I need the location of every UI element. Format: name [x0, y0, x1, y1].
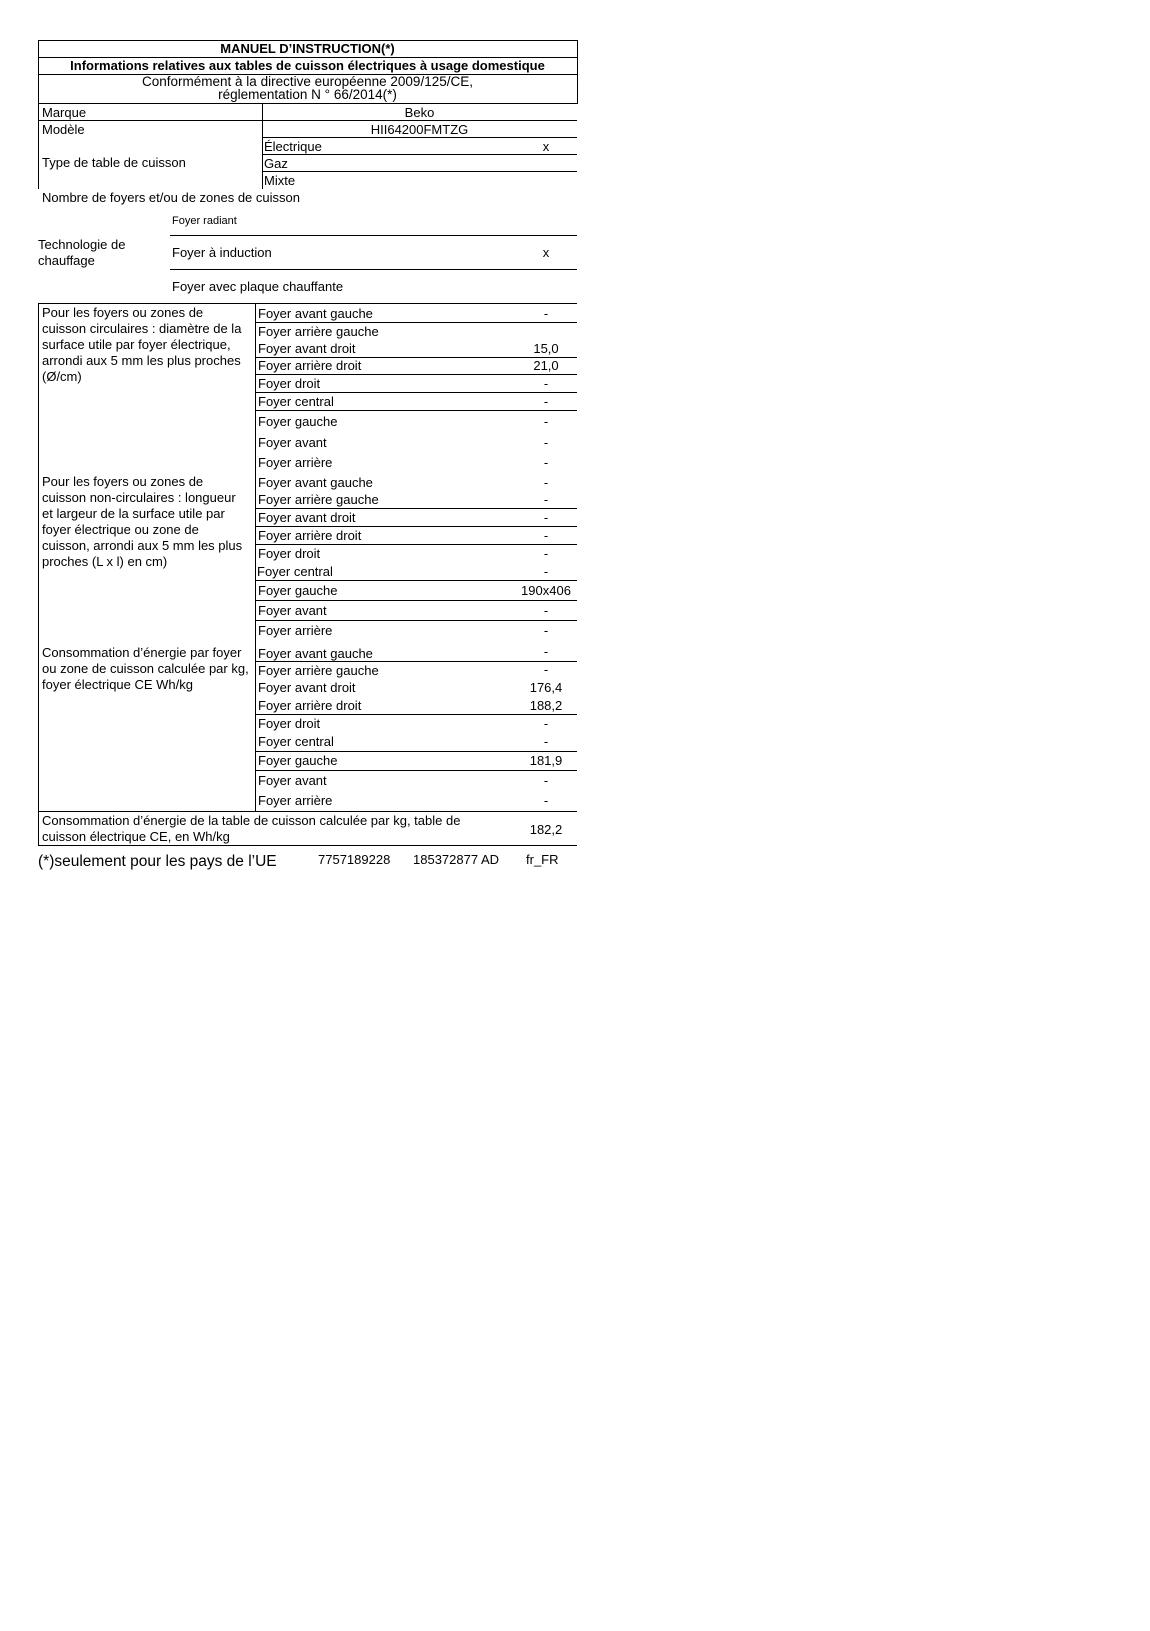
- zone-name: Foyer avant gauche: [258, 646, 373, 661]
- zone-value: -: [543, 546, 549, 561]
- zone-name: Foyer avant: [258, 773, 327, 788]
- heating-tech-label-line-2: chauffage: [38, 253, 95, 268]
- zone-value: -: [543, 510, 549, 525]
- total-energy-label-line-1: Consommation d’énergie de la table de cuisson calculée par kg, table de: [42, 813, 461, 828]
- divider: [255, 580, 577, 581]
- divider: [255, 374, 577, 375]
- zone-name: Foyer droit: [258, 716, 321, 731]
- zone-value: -: [543, 455, 549, 470]
- divider: [262, 154, 577, 155]
- zone-name: Foyer avant: [258, 603, 327, 618]
- document-subtitle: Informations relatives aux tables de cuisson électriques à usage domestique: [70, 58, 545, 73]
- divider: [255, 620, 577, 621]
- zone-name: Foyer arrière: [258, 455, 333, 470]
- divider: [255, 508, 577, 509]
- divider: [170, 235, 577, 236]
- brand-label: Marque: [42, 105, 87, 120]
- zone-name: Foyer avant droit: [258, 341, 356, 356]
- zone-value: -: [543, 394, 549, 409]
- zone-value: -: [543, 414, 549, 429]
- zone-value: -: [543, 492, 549, 507]
- model-label: Modèle: [42, 122, 85, 137]
- noncircular-section-label: Pour les foyers ou zones de cuisson non-circulaires : longueur et largeur de la surface utile par foyer électrique ou zone de cuisson, arrondi aux 5 mm les plus proches (L x l) en cm): [42, 474, 243, 569]
- zone-name: Foyer gauche: [258, 414, 338, 429]
- zone-name: Foyer arrière droit: [258, 698, 362, 713]
- zone-name: Foyer central: [257, 564, 333, 579]
- total-energy-label-line-2: cuisson électrique CE, en Wh/kg: [42, 829, 230, 844]
- divider: [255, 410, 577, 411]
- table-right-border: [577, 40, 578, 104]
- zone-name: Foyer arrière gauche: [258, 663, 379, 678]
- zone-name: Foyer gauche: [258, 753, 338, 768]
- divider: [255, 322, 577, 323]
- divider: [255, 600, 577, 601]
- zone-value: 15,0: [533, 341, 559, 356]
- directive-line-2: réglementation N ° 66/2014(*): [218, 87, 397, 102]
- zone-name: Foyer arrière gauche: [258, 492, 379, 507]
- divider: [262, 137, 577, 138]
- zone-name: Foyer arrière droit: [258, 528, 362, 543]
- table-left-border: [38, 303, 39, 845]
- hob-type-option: Gaz: [264, 156, 288, 171]
- zone-name: Foyer droit: [258, 376, 321, 391]
- hob-type-option: Mixte: [264, 173, 296, 188]
- zone-value: -: [543, 716, 549, 731]
- zone-value: -: [543, 734, 549, 749]
- divider: [38, 811, 577, 812]
- directive-line-1: Conformément à la directive européenne 2009/125/CE,: [142, 74, 473, 89]
- heating-option: Foyer à induction: [172, 245, 272, 260]
- zone-value: 21,0: [533, 358, 559, 373]
- zone-name: Foyer arrière droit: [258, 358, 362, 373]
- zone-name: Foyer arrière gauche: [258, 324, 379, 339]
- footer-note: (*)seulement pour les pays de l’UE: [38, 853, 277, 870]
- zone-value: -: [543, 603, 549, 618]
- zone-name: Foyer central: [258, 394, 334, 409]
- column-divider: [38, 103, 39, 189]
- zone-value: -: [543, 475, 549, 490]
- zone-value: -: [543, 435, 549, 450]
- heating-option: Foyer radiant: [172, 215, 237, 227]
- divider: [255, 714, 577, 715]
- zone-value: 176,4: [529, 680, 563, 695]
- zone-name: Foyer avant droit: [258, 680, 356, 695]
- document-title: MANUEL D’INSTRUCTION(*): [220, 41, 395, 56]
- zone-name: Foyer avant droit: [258, 510, 356, 525]
- heating-mark: x: [542, 245, 550, 260]
- zone-name: Foyer avant: [258, 435, 327, 450]
- divider: [170, 269, 577, 270]
- zone-value: 190x406: [521, 583, 571, 598]
- divider: [38, 845, 577, 846]
- circular-section-label: Pour les foyers ou zones de cuisson circulaires : diamètre de la surface utile par foyer électrique, arrondi aux 5 mm les plus proches (Ø/cm): [42, 305, 242, 384]
- divider: [38, 120, 577, 121]
- heating-option: Foyer avec plaque chauffante: [172, 279, 344, 294]
- energy-section-label: Consommation d’énergie par foyer ou zone de cuisson calculée par kg, foyer électrique CE Wh/kg: [42, 645, 249, 692]
- model-value: HII64200FMTZG: [370, 122, 469, 137]
- zones-count-label: Nombre de foyers et/ou de zones de cuisson: [42, 190, 300, 205]
- divider: [255, 751, 577, 752]
- divider: [255, 392, 577, 393]
- zone-name: Foyer avant gauche: [258, 475, 373, 490]
- column-divider: [255, 303, 256, 811]
- brand-value: Beko: [404, 105, 435, 120]
- footer-code-1: 7757189228: [318, 852, 391, 867]
- zone-name: Foyer avant gauche: [258, 306, 373, 321]
- zone-value: -: [543, 306, 549, 321]
- zone-value: -: [543, 773, 549, 788]
- divider: [255, 544, 577, 545]
- zone-name: Foyer droit: [258, 546, 321, 561]
- zone-name: Foyer arrière: [258, 623, 333, 638]
- zone-value: -: [543, 793, 549, 808]
- hob-type-option: Électrique: [264, 139, 322, 154]
- heating-tech-label-line-1: Technologie de: [38, 237, 126, 252]
- hob-type-label: Type de table de cuisson: [42, 155, 186, 170]
- divider: [255, 770, 577, 771]
- zone-value: -: [543, 564, 549, 579]
- zone-value: -: [543, 623, 549, 638]
- hob-type-mark: x: [542, 139, 550, 154]
- zone-name: Foyer arrière: [258, 793, 333, 808]
- total-energy-value: 182,2: [529, 822, 563, 837]
- zone-name: Foyer central: [258, 734, 334, 749]
- zone-value: -: [543, 376, 549, 391]
- zone-value: 188,2: [529, 698, 563, 713]
- divider: [255, 526, 577, 527]
- zone-value: -: [543, 528, 549, 543]
- footer-code-2: 185372877 AD: [413, 852, 500, 867]
- footer-locale: fr_FR: [526, 852, 559, 867]
- zone-name: Foyer gauche: [258, 583, 338, 598]
- zone-value: 181,9: [529, 753, 563, 768]
- divider: [262, 171, 577, 172]
- divider: [38, 103, 577, 104]
- zone-value: -: [543, 662, 549, 677]
- divider: [38, 303, 577, 304]
- zone-value: -: [543, 644, 549, 659]
